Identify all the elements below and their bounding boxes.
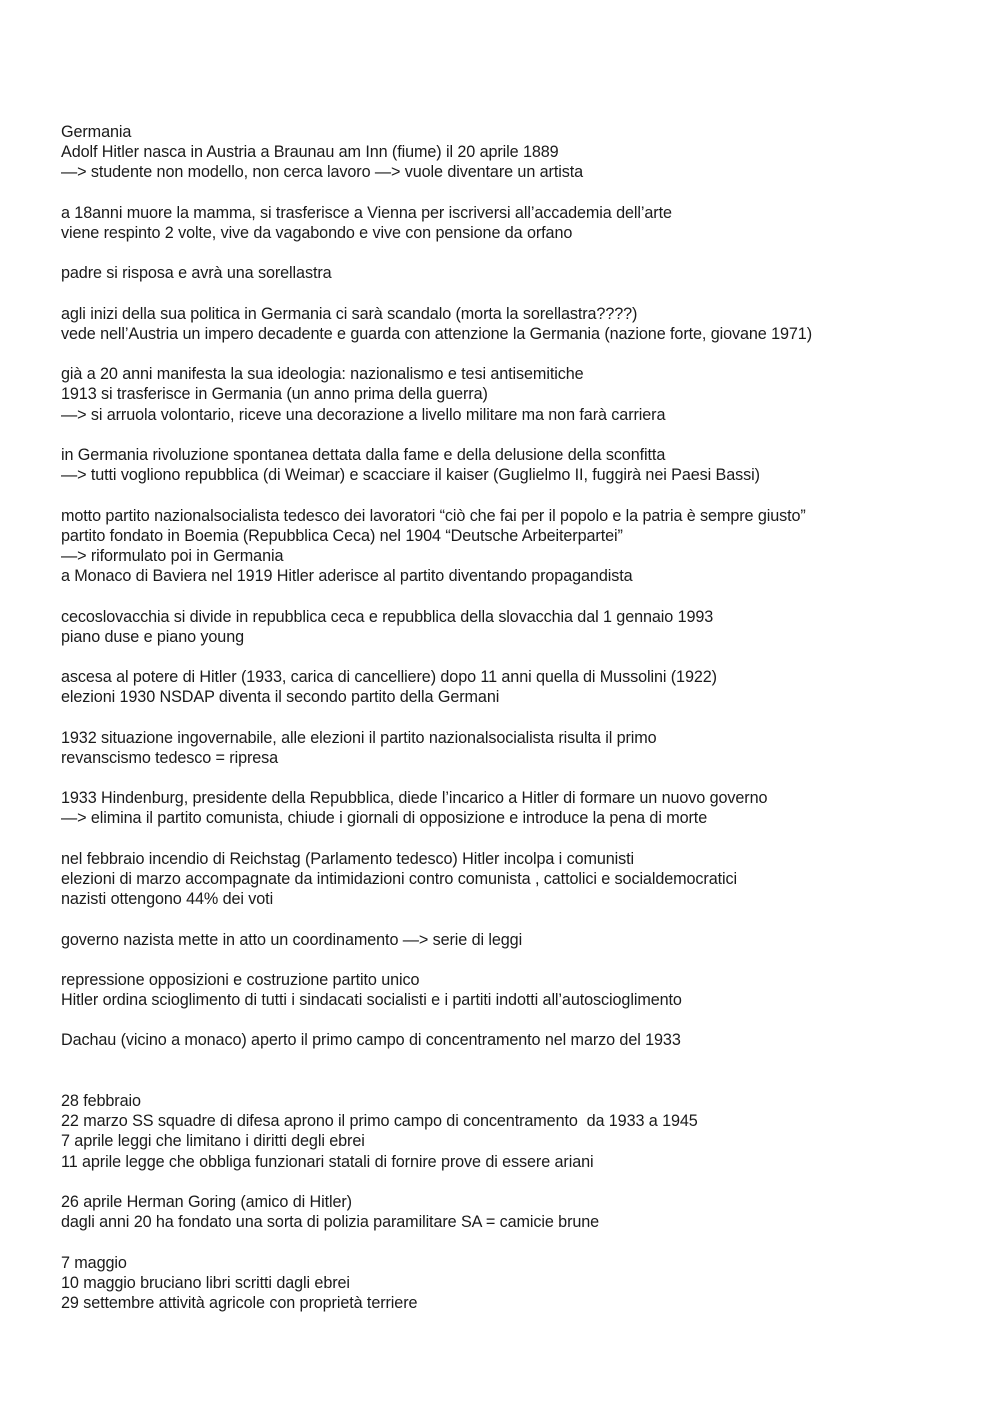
blank-line bbox=[61, 1051, 986, 1071]
blank-line bbox=[61, 1010, 986, 1030]
text-line: piano duse e piano young bbox=[61, 627, 245, 646]
text-line: 7 maggio bbox=[61, 1253, 127, 1272]
blank-line bbox=[61, 950, 986, 970]
text-line: 28 febbraio bbox=[61, 1092, 141, 1110]
text-line: 22 marzo SS squadre di difesa aprono il primo campo di concentramento da 1933 a 1945 bbox=[61, 1112, 698, 1131]
text-line: Adolf Hitler nasca in Austria a Braunau am Inn (fiume) il 20 aprile 1889 bbox=[61, 143, 559, 162]
blank-line bbox=[61, 344, 986, 364]
text-line: 11 aprile legge che obbliga funzionari statali di fornire prove di essere ariani bbox=[61, 1152, 594, 1171]
text-line: a Monaco di Baviera nel 1919 Hitler aderisce al partito diventando propagandista bbox=[61, 567, 633, 586]
text-line: a 18anni muore la mamma, si trasferisce a Vienna per iscriversi all’accademia dell’arte bbox=[61, 203, 672, 222]
text-line: Dachau (vicino a monaco) aperto il primo campo di concentramento nel marzo del 1933 bbox=[61, 1031, 681, 1050]
text-line: —> riformulato poi in Germania bbox=[61, 546, 284, 565]
text-line: elezioni di marzo accompagnate da intimidazioni contro comunista , cattolici e socialdemocratici bbox=[61, 869, 737, 888]
blank-line bbox=[61, 284, 986, 304]
text-line: vede nell’Austria un impero decadente e guarda con attenzione la Germania (nazione forte, giovane 1971) bbox=[61, 324, 813, 343]
document-body bbox=[61, 122, 986, 1313]
blank-line bbox=[61, 1071, 986, 1091]
text-line: elezioni 1930 NSDAP diventa il secondo partito della Germani bbox=[61, 688, 500, 707]
text-line: governo nazista mette in atto un coordinamento —> serie di leggi bbox=[61, 930, 523, 949]
blank-line bbox=[61, 1232, 986, 1252]
text-line: revanscismo tedesco = ripresa bbox=[61, 748, 279, 767]
blank-line bbox=[61, 768, 986, 788]
text-line: 26 aprile Herman Goring (amico di Hitler) bbox=[61, 1192, 352, 1211]
text-line: viene respinto 2 volte, vive da vagabondo e vive con pensione da orfano bbox=[61, 223, 573, 242]
text-line: motto partito nazionalsocialista tedesco dei lavoratori “ciò che fai per il popolo e la patria è sempre giusto” bbox=[61, 506, 806, 525]
text-line: Germania bbox=[61, 123, 132, 141]
text-line: nazisti ottengono 44% dei voti bbox=[61, 890, 274, 909]
text-line: cecoslovacchia si divide in repubblica ceca e repubblica della slovacchia dal 1 gennaio 1993 bbox=[61, 607, 714, 626]
blank-line bbox=[61, 829, 986, 849]
text-line: già a 20 anni manifesta la sua ideologia: nazionalismo e tesi antisemitiche bbox=[61, 365, 584, 384]
text-line: 29 settembre attività agricole con proprietà terriere bbox=[61, 1293, 418, 1312]
blank-line bbox=[61, 485, 986, 505]
blank-line bbox=[61, 707, 986, 727]
text-line: —> studente non modello, non cerca lavoro —> vuole diventare un artista bbox=[61, 163, 584, 182]
text-line: 10 maggio bruciano libri scritti dagli ebrei bbox=[61, 1273, 350, 1292]
blank-line bbox=[61, 1172, 986, 1192]
blank-line bbox=[61, 183, 986, 203]
text-line: nel febbraio incendio di Reichstag (Parlamento tedesco) Hitler incolpa i comunisti bbox=[61, 849, 635, 868]
text-line: partito fondato in Boemia (Repubblica Ceca) nel 1904 “Deutsche Arbeiterpartei” bbox=[61, 526, 623, 545]
text-line: dagli anni 20 ha fondato una sorta di polizia paramilitare SA = camicie brune bbox=[61, 1213, 600, 1232]
text-line: 1932 situazione ingovernabile, alle elezioni il partito nazionalsocialista risulta il primo bbox=[61, 728, 657, 747]
blank-line bbox=[61, 243, 986, 263]
blank-line bbox=[61, 647, 986, 667]
text-line: 1933 Hindenburg, presidente della Repubblica, diede l’incarico a Hitler di formare un nuovo governo bbox=[61, 789, 768, 808]
text-line: 7 aprile leggi che limitano i diritti degli ebrei bbox=[61, 1132, 365, 1151]
text-line: 1913 si trasferisce in Germania (un anno prima della guerra) bbox=[61, 385, 488, 404]
text-line: in Germania rivoluzione spontanea dettata dalla fame e della delusione della sconfitta bbox=[61, 446, 666, 464]
text-line: agli inizi della sua politica in Germania ci sarà scandalo (morta la sorellastra????) bbox=[61, 304, 638, 323]
text-line: ascesa al potere di Hitler (1933, carica di cancelliere) dopo 11 anni quella di Mussolini (1922) bbox=[61, 668, 717, 687]
blank-line bbox=[61, 909, 986, 929]
text-line: —> tutti vogliono repubblica (di Weimar) e scacciare il kaiser (Guglielmo II, fuggirà nei Paesi Bassi) bbox=[61, 466, 760, 485]
text-line: Hitler ordina scioglimento di tutti i sindacati socialisti e i partiti indotti all’autoscioglimento bbox=[61, 991, 682, 1010]
text-line: —> elimina il partito comunista, chiude i giornali di opposizione e introduce la pena di morte bbox=[61, 809, 708, 828]
text-line: padre si risposa e avrà una sorellastra bbox=[61, 264, 332, 283]
text-line: repressione opposizioni e costruzione partito unico bbox=[61, 970, 420, 989]
blank-line bbox=[61, 586, 986, 606]
text-line: —> si arruola volontario, riceve una decorazione a livello militare ma non farà carriera bbox=[61, 405, 666, 424]
blank-line bbox=[61, 425, 986, 445]
